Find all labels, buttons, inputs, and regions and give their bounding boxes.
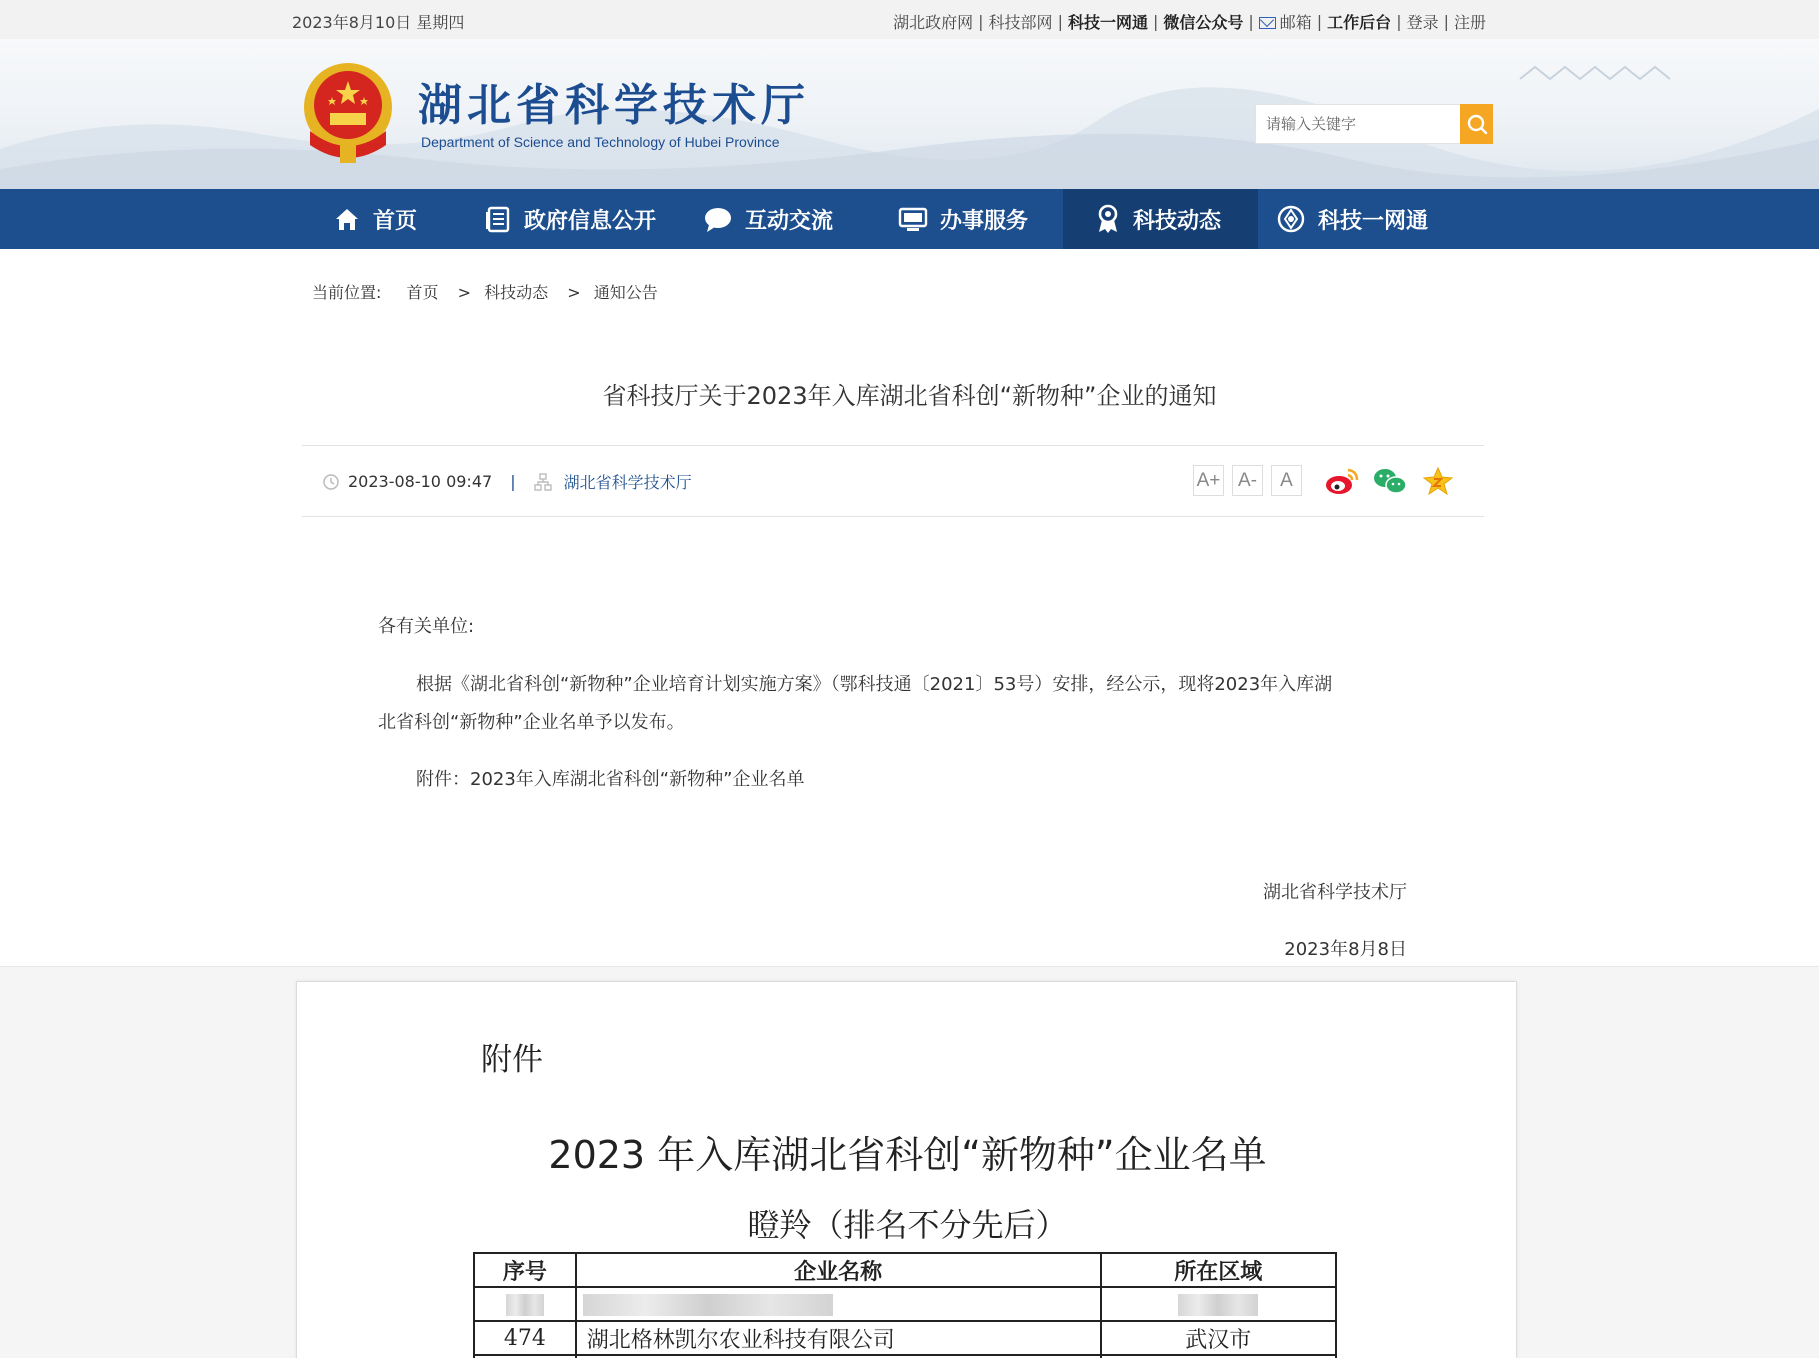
nav-item-tech-news[interactable] — [1063, 189, 1258, 249]
top-bar — [0, 0, 1819, 39]
link-most[interactable]: 科技部网 — [988, 13, 1053, 32]
top-links — [893, 10, 1486, 33]
org-chart-icon — [534, 473, 552, 491]
award-icon — [1095, 204, 1121, 234]
breadcrumb-prefix: 当前位置: — [312, 283, 382, 302]
link-separator: | — [1443, 12, 1449, 31]
region: 武汉市 — [1101, 1321, 1336, 1355]
link-wechat[interactable]: 微信公众号 — [1163, 13, 1244, 32]
table-row-blurred — [474, 1287, 1336, 1321]
meta-divider — [302, 516, 1484, 517]
blurred-cell — [576, 1287, 1101, 1321]
link-separator: | — [1152, 12, 1159, 31]
mountain-background — [0, 39, 1819, 189]
nav-item-label: 科技动态 — [1133, 208, 1222, 234]
nav-item-home[interactable] — [333, 189, 417, 249]
font-increase-button[interactable]: A+ — [1193, 465, 1224, 496]
publisher: 湖北省科学技术厅 — [563, 473, 692, 492]
enterprise-table — [473, 1252, 1337, 1358]
nav-item-gov-info[interactable] — [484, 189, 656, 249]
publish-datetime: 2023-08-10 09:47 — [348, 472, 493, 491]
nav-item-services[interactable] — [898, 189, 1028, 249]
nav-item-label: 互动交流 — [745, 208, 834, 234]
article-meta — [322, 470, 692, 493]
breadcrumb-tech-news[interactable]: 科技动态 — [484, 283, 549, 302]
home-icon — [333, 205, 361, 233]
meta-separator: | — [510, 472, 516, 491]
sign-date: 2023年8月8日 — [1284, 939, 1407, 960]
nav-item-label: 科技一网通 — [1318, 208, 1429, 234]
document-subtitle: 瞪羚（排名不分先后） — [747, 1206, 1068, 1244]
breadcrumb-home[interactable]: 首页 — [406, 283, 439, 302]
article-title: 省科技厅关于2023年入库湖北省科创“新物种”企业的通知 — [602, 382, 1217, 410]
site-subtitle: Department of Science and Technology of Hubei Province — [421, 134, 780, 150]
blurred-cell — [474, 1287, 576, 1321]
breadcrumb-separator: > — [567, 283, 581, 302]
clock-icon — [322, 473, 340, 491]
link-separator: | — [1248, 12, 1254, 31]
document-title: 2023 年入库湖北省科创“新物种”企业名单 — [548, 1133, 1267, 1177]
blurred-cell — [1101, 1287, 1336, 1321]
wechat-icon[interactable] — [1372, 466, 1408, 496]
weibo-icon[interactable] — [1324, 466, 1360, 496]
salutation — [378, 608, 1408, 646]
breadcrumb-separator: > — [457, 283, 472, 302]
site-title: 湖北省科学技术厅 — [418, 80, 810, 131]
national-emblem-icon — [300, 61, 396, 165]
paragraph-line: 北省科创“新物种”企业名单予以发布。 — [378, 712, 685, 733]
document-icon — [484, 205, 512, 233]
paragraph-line: 根据《湖北省科创“新物种”企业培育计划实施方案》（鄂科技通〔2021〕53号）安排，经公示，现将2023年入库湖 — [416, 674, 1333, 695]
link-separator: | — [1057, 12, 1063, 31]
link-mail[interactable]: 邮箱 — [1279, 13, 1312, 32]
article-tools — [1193, 465, 1454, 496]
main-nav — [0, 189, 1819, 249]
font-decrease-button[interactable]: A- — [1232, 465, 1263, 496]
search-input[interactable] — [1256, 105, 1460, 143]
link-register[interactable]: 注册 — [1453, 13, 1486, 32]
nav-item-interaction[interactable] — [703, 189, 833, 249]
current-date: 2023年8月10日 星期四 — [292, 13, 465, 32]
column-header: 所在区域 — [1101, 1253, 1336, 1287]
font-reset-button[interactable]: A — [1271, 465, 1302, 496]
nav-item-label: 首页 — [373, 208, 418, 234]
favorite-star-icon[interactable] — [1422, 466, 1454, 496]
mail-icon — [1259, 17, 1276, 29]
attachment-document — [296, 981, 1517, 1358]
breadcrumb-notices[interactable]: 通知公告 — [593, 283, 658, 302]
meta-divider — [302, 445, 1484, 446]
attachment-line — [378, 761, 1408, 799]
table-header-row — [474, 1253, 1336, 1287]
enterprise-name: 湖北格林凯尔农业科技有限公司 — [576, 1321, 1101, 1355]
link-separator: | — [978, 12, 984, 31]
table-row — [474, 1321, 1336, 1355]
column-header: 序号 — [474, 1253, 576, 1287]
row-number: 474 — [474, 1321, 576, 1355]
link-separator: | — [1396, 12, 1402, 31]
link-keji-wangtong[interactable]: 科技一网通 — [1067, 13, 1148, 32]
nav-item-label: 政府信息公开 — [524, 208, 657, 234]
sign-org: 湖北省科学技术厅 — [1263, 882, 1407, 903]
nav-item-keji-wangtong[interactable] — [1276, 189, 1428, 249]
compass-icon — [1276, 204, 1306, 234]
attachment-text[interactable]: 附件：2023年入库湖北省科创“新物种”企业名单 — [416, 769, 805, 790]
site-header — [0, 39, 1819, 189]
paragraph-1 — [378, 666, 1408, 742]
search-box — [1255, 104, 1493, 144]
salutation-text: 各有关单位: — [378, 616, 475, 637]
breadcrumb — [312, 280, 664, 303]
chat-bubble-icon — [703, 205, 733, 233]
column-header: 企业名称 — [576, 1253, 1101, 1287]
nav-item-label: 办事服务 — [940, 208, 1029, 234]
link-backend[interactable]: 工作后台 — [1327, 13, 1392, 32]
link-separator: | — [1316, 12, 1323, 31]
document-label: 附件 — [481, 1042, 543, 1078]
link-login[interactable]: 登录 — [1406, 13, 1439, 32]
link-hubei-gov[interactable]: 湖北政府网 — [893, 13, 974, 32]
search-icon — [1466, 113, 1488, 135]
monitor-icon — [898, 205, 928, 233]
search-button[interactable] — [1460, 104, 1493, 144]
